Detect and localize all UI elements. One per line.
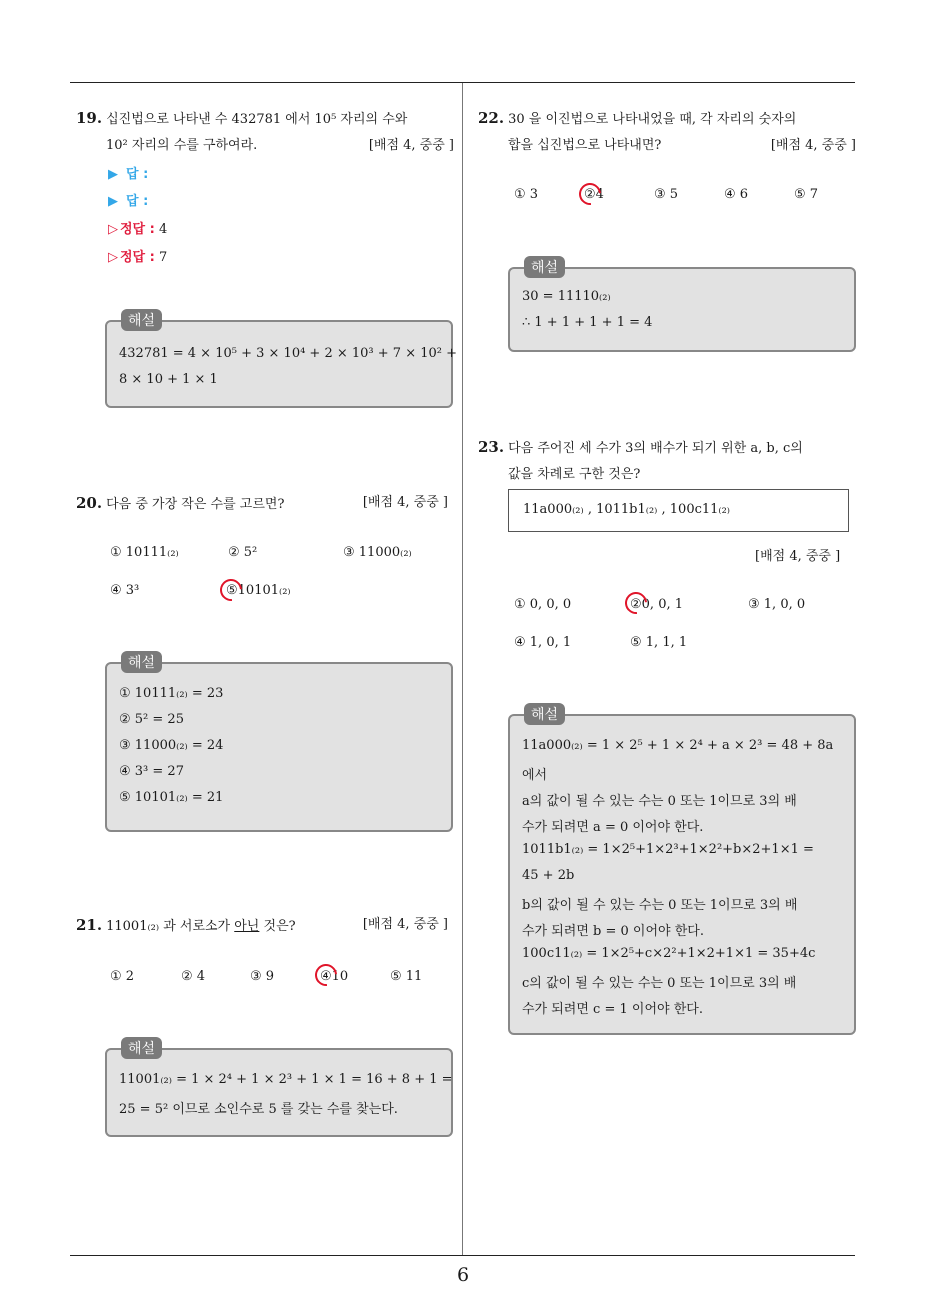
question-number: 23. bbox=[478, 438, 505, 456]
question-23 bbox=[478, 434, 856, 488]
question-number: 20. bbox=[76, 494, 103, 512]
solution-tag: 해설 bbox=[121, 651, 162, 673]
answer-field-2[interactable]: ▶ 답 : bbox=[108, 194, 149, 209]
option-2[interactable]: ② 5² bbox=[228, 545, 258, 560]
option-2[interactable]: ②4 bbox=[584, 187, 604, 202]
question-text: 30 을 이진법으로 나타내었을 때, 각 자리의 숫자의 bbox=[508, 112, 797, 127]
question-number: 22. bbox=[478, 109, 505, 127]
option-1[interactable]: ① 10111₍₂₎ bbox=[110, 545, 179, 560]
solution-box-19: 해설 432781 = 4 × 10⁵ + 3 × 10⁴ + 2 × 10³ + 7 × 10² + 8 × 10 + 1 × 1 bbox=[105, 320, 453, 408]
answer-circle-mark bbox=[575, 179, 606, 210]
option-1[interactable]: ① 2 bbox=[110, 969, 135, 984]
solution-tag: 해설 bbox=[524, 256, 565, 278]
question-text: 합을 십진법으로 나타내면? bbox=[508, 138, 662, 153]
option-4[interactable]: ④ 1, 0, 1 bbox=[514, 635, 572, 650]
solution-box-23: 해설 11a000₍₂₎ = 1 × 2⁵ + 1 × 2⁴ + a × 2³ = 48 + 8a 에서 a의 값이 될 수 있는 수는 0 또는 1이므로 3의 배 수가 되려면 a = 0 이어야 한다. 1011b1₍₂₎ = 1×2⁵+1×2³+1×2²+b×2+1×1 = 45 + 2b b의 값이 될 수 있는 수는 0 또는 1이므로 3의 배 수가 되려면 b = 0 이어야 한다. 100c11₍₂₎ = 1×2⁵+c×2²+1×2+1×1 = 35+4c c의 값이 될 수 있는 수는 0 또는 1이므로 3의 배 수가 되려면 c = 1 이어야 한다. bbox=[508, 714, 856, 1035]
answer-field-1[interactable]: ▶ 답 : bbox=[108, 167, 149, 182]
solution-tag: 해설 bbox=[121, 1037, 162, 1059]
question-text: 십진법으로 나타낸 수 432781 에서 10⁵ 자리의 수와 bbox=[106, 112, 408, 127]
option-5[interactable]: ⑤10101₍₂₎ bbox=[226, 583, 291, 598]
solution-box-21: 해설 11001₍₂₎ = 1 × 2⁴ + 1 × 2³ + 1 × 1 = 16 + 8 + 1 = 25 = 5² 이므로 소인수로 5 를 갖는 수를 찾는다. bbox=[105, 1048, 453, 1137]
question-20 bbox=[76, 490, 448, 518]
column-divider bbox=[462, 83, 463, 1255]
question-text: 다음 주어진 세 수가 3의 배수가 되기 위한 a, b, c의 bbox=[508, 441, 803, 456]
correct-answer-1: ▷ 정답 : 4 bbox=[108, 222, 168, 237]
option-3[interactable]: ③ 5 bbox=[654, 187, 679, 202]
score-meta: [배점 4, 중중 ] bbox=[362, 917, 448, 932]
solution-tag: 해설 bbox=[524, 703, 565, 725]
option-1[interactable]: ① 0, 0, 0 bbox=[514, 597, 572, 612]
play-arrow-icon: ▶ bbox=[108, 167, 118, 182]
triangle-outline-icon: ▷ bbox=[108, 222, 118, 237]
score-meta: [배점 4, 중중 ] bbox=[755, 549, 841, 564]
answer-circle-mark bbox=[311, 960, 342, 991]
answer-circle-mark bbox=[621, 588, 652, 619]
solution-box-22: 해설 30 = 11110₍₂₎ ∴ 1 + 1 + 1 + 1 = 4 bbox=[508, 267, 856, 352]
question-number: 21. bbox=[76, 916, 103, 934]
option-5[interactable]: ⑤ 11 bbox=[390, 969, 423, 984]
option-5[interactable]: ⑤ 1, 1, 1 bbox=[630, 635, 688, 650]
play-arrow-icon: ▶ bbox=[108, 194, 118, 209]
question-number: 19. bbox=[76, 109, 103, 127]
option-2[interactable]: ②0, 0, 1 bbox=[630, 597, 683, 612]
correct-answer-2: ▷ 정답 : 7 bbox=[108, 250, 168, 265]
solution-box-20: 해설 ① 10111₍₂₎ = 23 ② 5² = 25 ③ 11000₍₂₎ = 24 ④ 3³ = 27 ⑤ 10101₍₂₎ = 21 bbox=[105, 662, 453, 832]
page-number: 6 bbox=[456, 1264, 470, 1286]
bottom-rule bbox=[70, 1255, 855, 1256]
option-4[interactable]: ④ 6 bbox=[724, 187, 749, 202]
option-1[interactable]: ① 3 bbox=[514, 187, 539, 202]
option-2[interactable]: ② 4 bbox=[181, 969, 206, 984]
question-text: 다음 중 가장 작은 수를 고르면? bbox=[106, 497, 285, 512]
given-numbers-box: 11a000₍₂₎ , 1011b1₍₂₎ , 100c11₍₂₎ bbox=[508, 489, 849, 532]
option-5[interactable]: ⑤ 7 bbox=[794, 187, 819, 202]
question-22 bbox=[478, 105, 856, 159]
option-3[interactable]: ③ 11000₍₂₎ bbox=[343, 545, 412, 560]
score-meta: [배점 4, 중중 ] bbox=[770, 138, 856, 153]
question-21: 21. 11001₍₂₎ 과 서로소가 아닌 것은? [배점 4, 중중 ] bbox=[76, 912, 448, 940]
question-19 bbox=[76, 105, 454, 159]
question-text: 10² 자리의 수를 구하여라. bbox=[106, 138, 258, 153]
option-3[interactable]: ③ 1, 0, 0 bbox=[748, 597, 806, 612]
triangle-outline-icon: ▷ bbox=[108, 250, 118, 265]
option-4[interactable]: ④10 bbox=[320, 969, 349, 984]
question-text: 값을 차례로 구한 것은? bbox=[508, 467, 641, 482]
solution-tag: 해설 bbox=[121, 309, 162, 331]
score-meta: [배점 4, 중중 ] bbox=[362, 495, 448, 510]
option-3[interactable]: ③ 9 bbox=[250, 969, 275, 984]
answer-circle-mark bbox=[216, 575, 247, 606]
option-4[interactable]: ④ 3³ bbox=[110, 583, 140, 598]
score-meta: [배점 4, 중중 ] bbox=[368, 138, 454, 153]
